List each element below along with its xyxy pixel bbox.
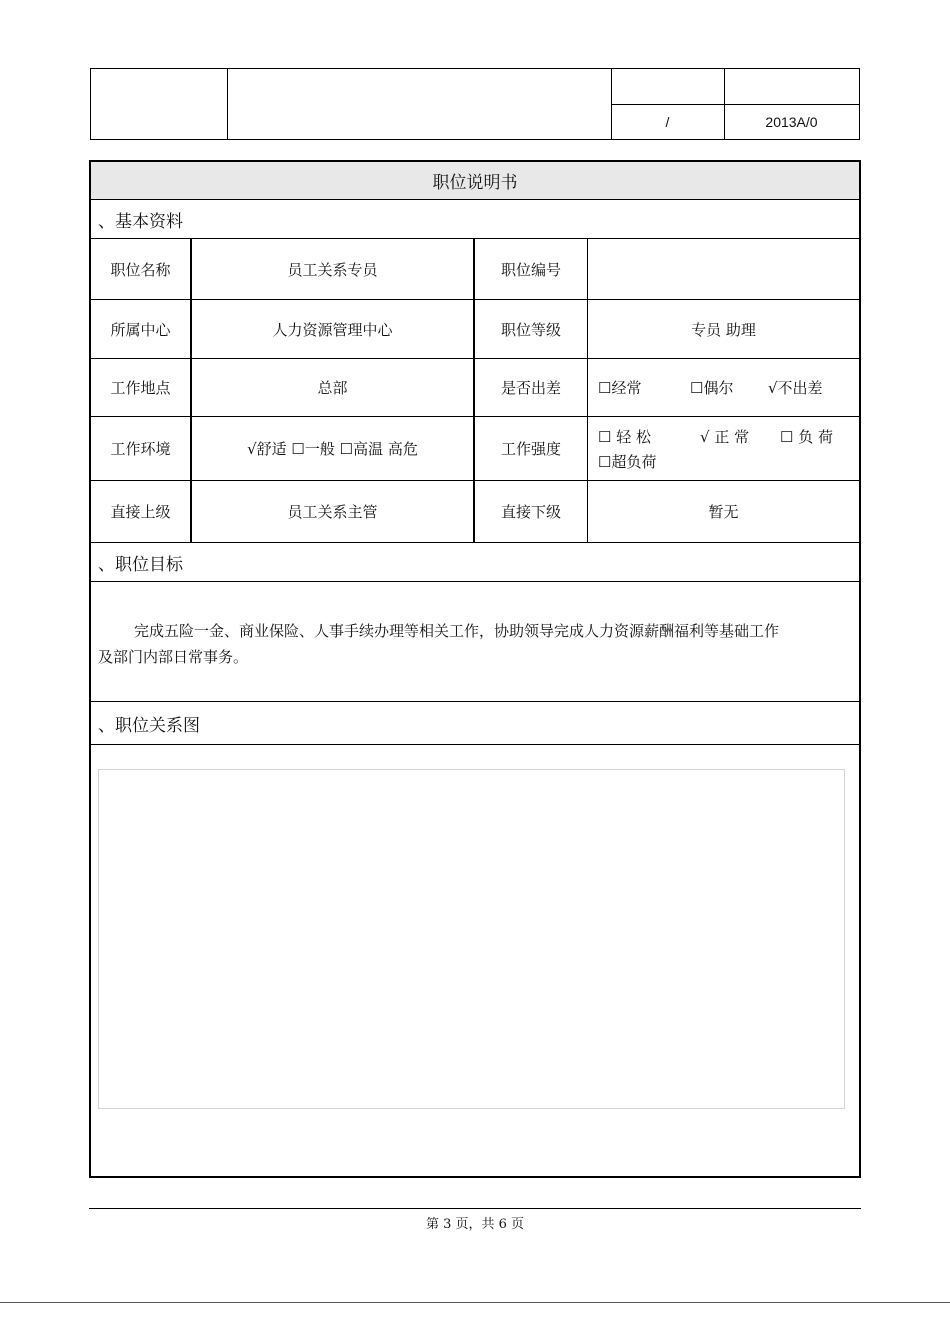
section-position-goal: 、职位目标 [98, 554, 183, 575]
label-work-location: 工作地点 [110, 379, 171, 397]
page-number: 第 3 页，共 6 页 [425, 1216, 525, 1232]
header-separator: / [665, 114, 670, 130]
value-position-name: 员工关系专员 [287, 260, 378, 279]
value-work-location: 总部 [317, 379, 348, 397]
value-position-level: 专员 助理 [691, 320, 756, 339]
label-center: 所属中心 [110, 320, 171, 339]
intensity-option-heavy: ☐ 负 荷 [780, 427, 833, 446]
value-direct-superior: 员工关系主管 [287, 503, 378, 521]
intensity-option-normal: √ 正 常 [700, 427, 750, 446]
travel-option-occasionally: ☐偶尔 [690, 379, 734, 397]
intensity-option-overload: ☐超负荷 [598, 452, 657, 471]
intensity-option-light: ☐ 轻 松 [598, 427, 651, 446]
label-work-environment: 工作环境 [110, 440, 171, 458]
label-position-level: 职位等级 [500, 320, 561, 339]
value-work-environment: √舒适 ☐一般 ☐高温 高危 [247, 440, 418, 458]
form-title: 职位说明书 [432, 172, 518, 193]
label-position-code: 职位编号 [500, 260, 561, 279]
footer-rule [89, 1208, 861, 1209]
relationship-chart-area [98, 769, 845, 1109]
page-edge [0, 1302, 950, 1303]
label-business-travel: 是否出差 [500, 379, 561, 397]
goal-text-line2: 及部门内部日常事务。 [98, 648, 249, 666]
label-direct-subordinate: 直接下级 [500, 503, 561, 521]
value-direct-subordinate: 暂无 [708, 503, 739, 521]
value-position-code [588, 239, 859, 299]
version-code: 2013A/0 [765, 114, 818, 130]
label-direct-superior: 直接上级 [110, 503, 171, 521]
travel-option-none: √不出差 [768, 379, 823, 397]
goal-text-line1: 完成五险一金、商业保险、人事手续办理等相关工作，协助领导完成人力资源薪酬福利等基础工作 [134, 622, 780, 640]
label-position-name: 职位名称 [110, 260, 171, 279]
section-relationship-chart: 、职位关系图 [98, 715, 200, 736]
travel-option-often: ☐经常 [598, 379, 642, 397]
section-basic-info: 、基本资料 [98, 211, 183, 232]
label-work-intensity: 工作强度 [500, 440, 561, 458]
value-center: 人力资源管理中心 [272, 320, 393, 339]
